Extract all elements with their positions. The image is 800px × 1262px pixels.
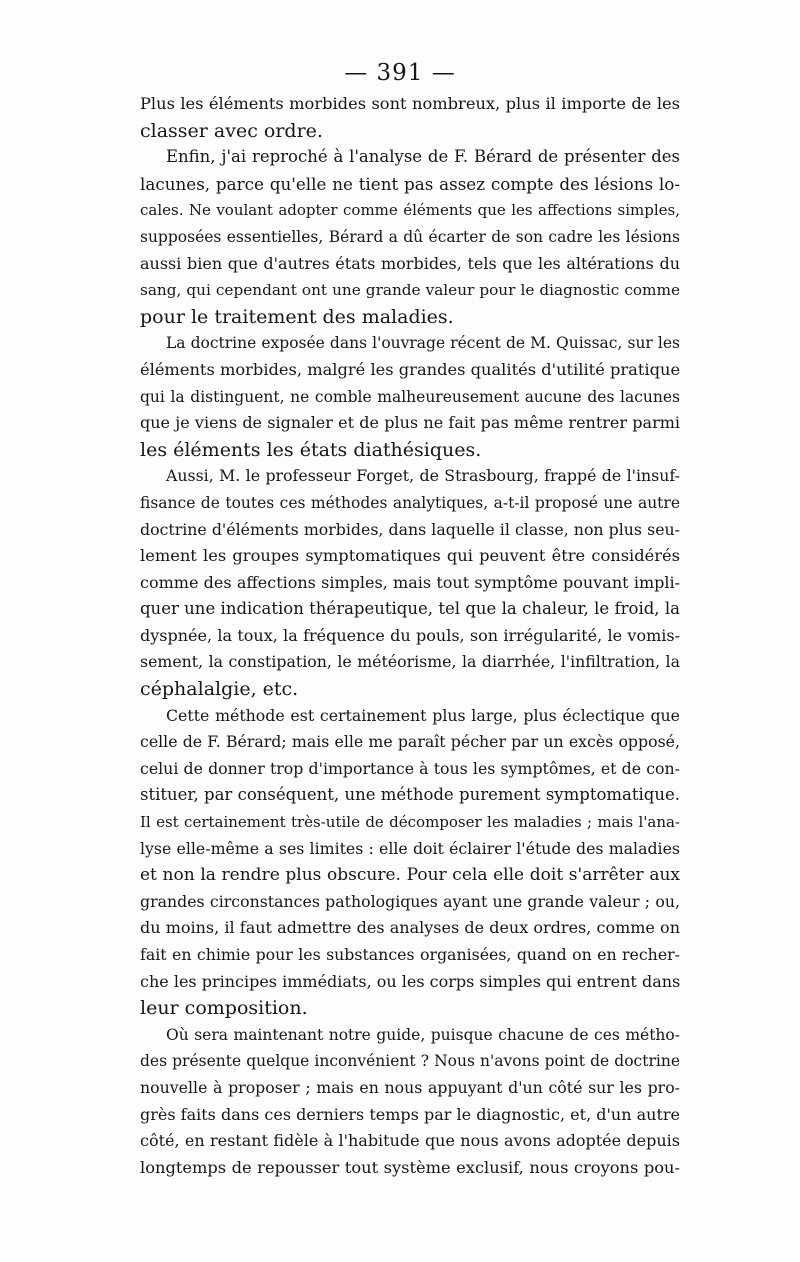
text-line: Aussi, M. le professeur Forget, de Strasbourg, frappé de l'insuf- (166, 466, 680, 486)
text-line: lacunes, parce qu'elle ne tient pas assez compte des lésions lo- (140, 173, 680, 194)
text-line: les éléments les états diathésiques. (140, 438, 482, 461)
text-line: che les principes immédiats, ou les corps simples qui entrent dans (140, 971, 681, 991)
text-line: qui la distinguent, ne comble malheureusement aucune des lacunes (140, 387, 680, 406)
text-line: quer une indication thérapeutique, tel que la chaleur, le froid, la (140, 599, 680, 619)
text-line: grandes circonstances pathologiques ayant une grande valeur ; ou, (140, 891, 680, 911)
body-text (140, 91, 680, 1181)
text-line: que je viens de signaler et de plus ne fait pas même rentrer parmi (140, 413, 680, 433)
text-line: celui de donner trop d'importance à tous les symptômes, et de con- (140, 758, 680, 778)
text-line: sang, qui cependant ont une grande valeur pour le diagnostic comme (140, 281, 680, 300)
text-line: pour le traitement des maladies. (140, 305, 454, 328)
text-line: Enfin, j'ai reproché à l'analyse de F. Bérard de présenter des (166, 147, 680, 167)
text-line: comme des affections simples, mais tout symptôme pouvant impli- (140, 572, 680, 592)
text-line: Cette méthode est certainement plus large, plus éclectique que (166, 705, 680, 725)
text-line: cales. Ne voulant adopter comme éléments que les affections simples, (140, 201, 680, 220)
text-line: leur composition. (140, 997, 308, 1020)
text-line: céphalalgie, etc. (140, 678, 299, 701)
text-line: et non la rendre plus obscure. Pour cela elle doit s'arrêter aux (140, 865, 680, 886)
text-line: sement, la constipation, le météorisme, la diarrhée, l'infiltration, la (140, 652, 680, 672)
text-line: lement les groupes symptomatiques qui peuvent être considérés (140, 546, 680, 566)
text-line: La doctrine exposée dans l'ouvrage récent de M. Quissac, sur les (166, 334, 680, 353)
text-line: Il est certainement très-utile de décomposer les maladies ; mais l'ana- (140, 813, 680, 832)
text-line: des présente quelque inconvénient ? Nous n'avons point de doctrine (140, 1052, 680, 1071)
text-line: aussi bien que d'autres états morbides, tels que les altérations du (140, 253, 680, 273)
text-line: éléments morbides, malgré les grandes qualités d'utilité pratique (140, 359, 681, 379)
text-line: grès faits dans ces derniers temps par le diagnostic, et, d'un autre (140, 1104, 680, 1124)
text-line: doctrine d'éléments morbides, dans laquelle il classe, non plus seu- (140, 519, 680, 539)
text-line: côté, en restant fidèle à l'habitude que nous avons adoptée depuis (140, 1131, 680, 1151)
text-line: classer avec ordre. (140, 119, 323, 142)
text-line: Où sera maintenant notre guide, puisque chacune de ces métho- (166, 1025, 680, 1044)
page-number: — 391 — (344, 60, 456, 86)
text-line: Plus les éléments morbides sont nombreux, plus il importe de les (140, 94, 680, 113)
text-line: stituer, par conséquent, une méthode purement symptomatique. (140, 785, 680, 805)
text-line: celle de F. Bérard; mais elle me paraît pécher par un excès opposé, (140, 732, 680, 752)
text-line: nouvelle à proposer ; mais en nous appuyant d'un côté sur les pro- (140, 1077, 680, 1097)
text-line: lyse elle-même a ses limites : elle doit éclairer l'étude des maladies (140, 838, 680, 858)
text-line: longtemps de repousser tout système exclusif, nous croyons pou- (140, 1157, 680, 1177)
text-line: dyspnée, la toux, la fréquence du pouls, son irrégularité, le vomis- (140, 625, 680, 645)
text-line: fait en chimie pour les substances organisées, quand on en recher- (140, 945, 680, 964)
text-line: du moins, il faut admettre des analyses de deux ordres, comme on (140, 918, 680, 938)
text-line: supposées essentielles, Bérard a dû écarter de son cadre les lésions (140, 227, 680, 246)
text-line: fisance de toutes ces méthodes analytiques, a-t-il proposé une autre (140, 493, 680, 512)
